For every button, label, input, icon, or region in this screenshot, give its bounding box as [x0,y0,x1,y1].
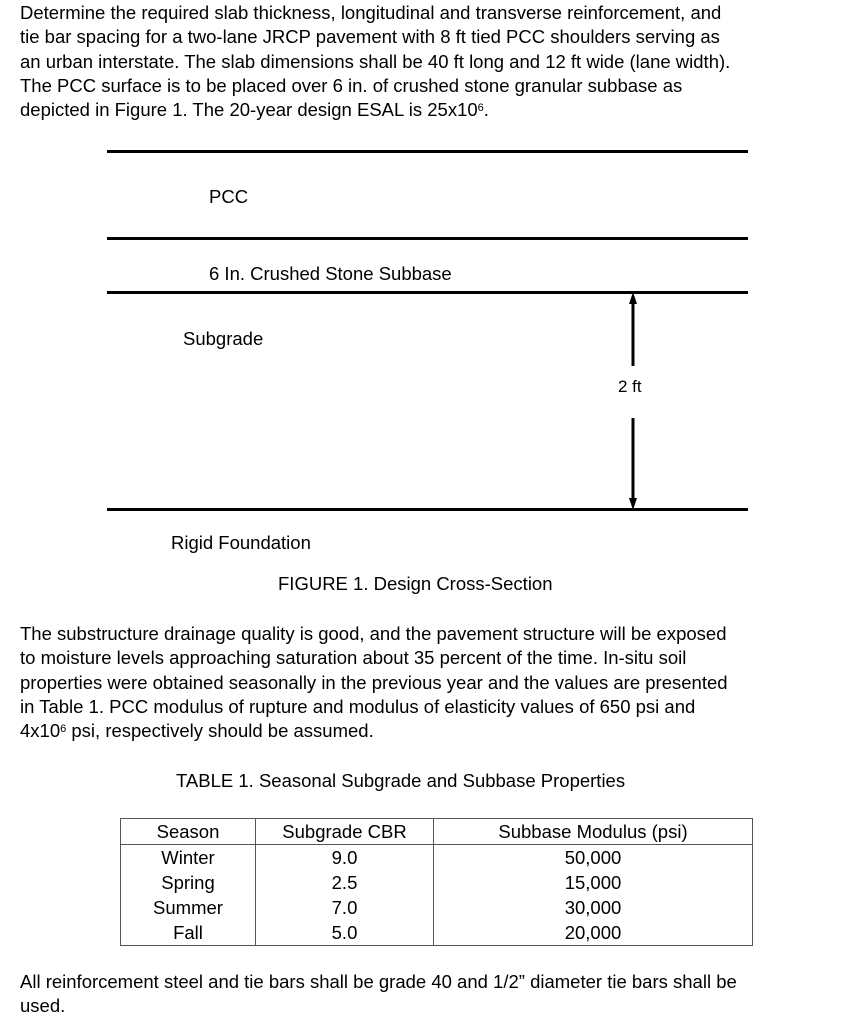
table-cell: Winter [121,845,256,871]
exponent: 6 [60,723,67,736]
foundation-label: Rigid Foundation [171,532,311,553]
table-cell: 50,000 [434,845,753,871]
body-text: 4x10 [20,720,61,742]
dimension-label: 2 ft [618,377,642,396]
intro-line: Determine the required slab thickness, longitudinal and transverse reinforcement, and [20,2,722,23]
intro-line: The PCC surface is to be placed over 6 in. of crushed stone granular subbase as [20,74,683,96]
figure-caption: FIGURE 1. Design Cross-Section [278,573,553,594]
table-cell: 30,000 [434,895,753,920]
table-row [121,920,753,946]
body-text: psi, respectively should be assumed. [66,720,374,742]
subgrade-label: Subgrade [183,328,264,349]
table-header-row [121,819,753,845]
problem-footer [20,970,737,1019]
body-line [20,719,728,743]
table-cell: 15,000 [434,870,753,895]
seasonal-properties-table [120,818,753,946]
pcc-top-line [107,150,748,153]
intro-line: tie bar spacing for a two-lane JRCP pavement with 8 ft tied PCC shoulders serving as [20,26,720,48]
subbase-label: 6 In. Crushed Stone Subbase [209,263,452,284]
pcc-label: PCC [209,186,249,207]
table-row [121,870,753,895]
table-caption: TABLE 1. Seasonal Subgrade and Subbase Properties [176,770,626,791]
problem-intro [20,1,730,122]
table-cell: 2.5 [256,870,434,895]
intro-line: an urban interstate. The slab dimensions shall be 40 ft long and 12 ft wide (lane width). [20,50,731,72]
pcc-bottom-line [107,237,748,240]
problem-body [20,622,728,743]
intro-text: . [483,99,489,121]
column-header: Season [121,819,256,845]
table-cell: 9.0 [256,845,434,871]
foundation-line [107,508,748,511]
table-row [121,845,753,871]
body-line: The substructure drainage quality is good, and the pavement structure will be exposed [20,623,727,644]
table-cell: 7.0 [256,895,434,920]
table-cell: Summer [121,895,256,920]
table-cell: Fall [121,920,256,946]
dimension-arrow-icon [622,292,644,510]
body-line: in Table 1. PCC modulus of rupture and modulus of elasticity values of 650 psi and [20,695,696,717]
body-line: to moisture levels approaching saturation about 35 percent of the time. In-situ soil [20,647,687,669]
table-cell: Spring [121,870,256,895]
intro-line [20,98,730,122]
column-header: Subgrade CBR [256,819,434,845]
intro-text: depicted in Figure 1. The 20-year design ESAL is 25x10 [20,99,478,121]
table-cell: 20,000 [434,920,753,946]
footer-line: All reinforcement steel and tie bars shall be grade 40 and 1/2” diameter tie bars shall be [20,971,737,992]
exponent: 6 [477,102,484,115]
column-header: Subbase Modulus (psi) [434,819,753,845]
table-cell: 5.0 [256,920,434,946]
table-row [121,895,753,920]
subbase-bottom-line [107,291,748,294]
footer-line: used. [20,995,66,1017]
body-line: properties were obtained seasonally in the previous year and the values are presented [20,671,728,693]
